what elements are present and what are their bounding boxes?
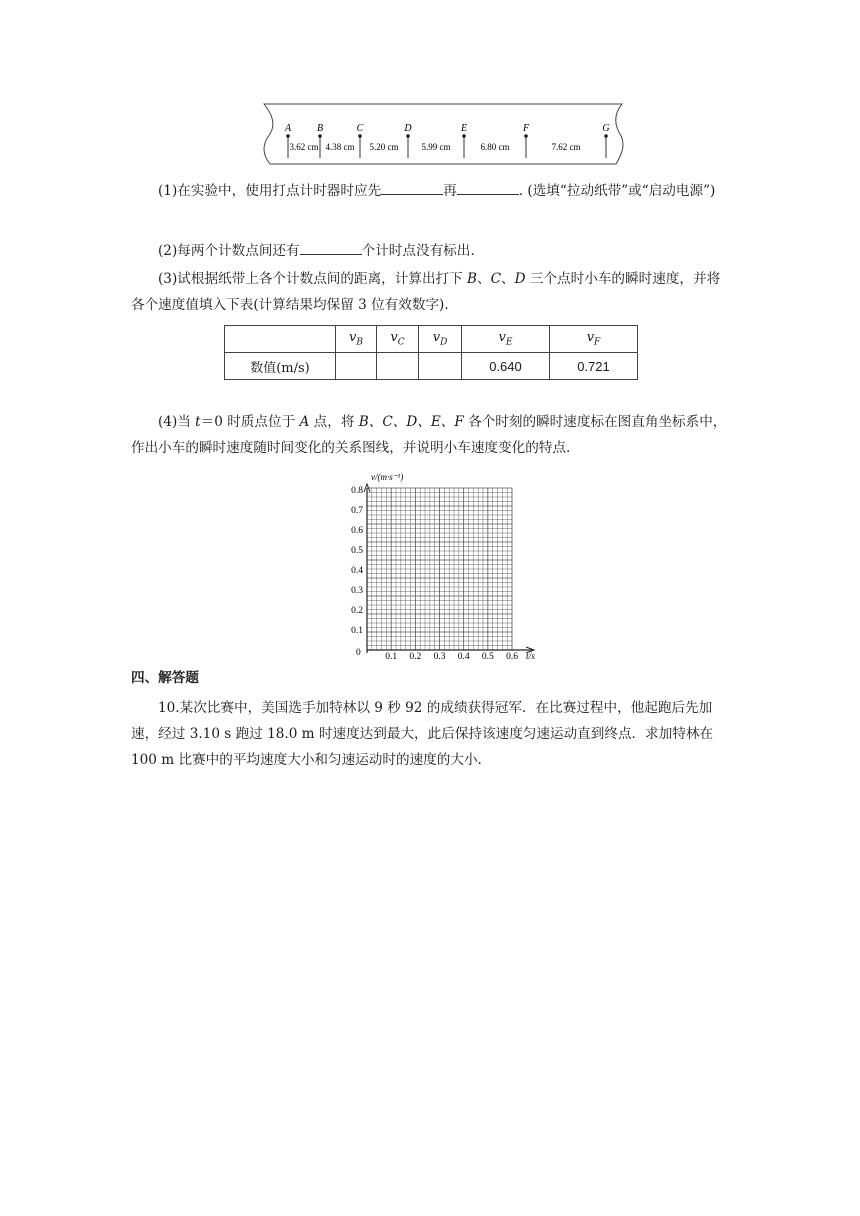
tape-distance-label: 5.20 cm xyxy=(369,142,399,152)
x-tick-label: 0.3 xyxy=(433,652,446,662)
x-tick-label: 0.1 xyxy=(385,652,398,662)
grid-lines xyxy=(367,488,512,650)
cell-vb[interactable] xyxy=(336,353,377,380)
y-tick-label: 0.1 xyxy=(351,626,363,636)
tape-point-label: F xyxy=(522,123,530,134)
paper-tape-figure xyxy=(258,100,630,168)
table-header-row xyxy=(225,326,638,353)
tape-point-label: A xyxy=(284,123,292,134)
tape-point-label: D xyxy=(404,123,412,134)
header-ve: $v_E$ xyxy=(462,326,550,353)
y-axis-label: v/(m·s⁻¹) xyxy=(371,472,404,482)
tape-dot xyxy=(286,134,290,138)
x-tick-label: 0.2 xyxy=(409,652,422,662)
tape-distance-label: 7.62 cm xyxy=(551,142,581,152)
tape-outline xyxy=(264,104,623,164)
tape-point-label: C xyxy=(356,123,364,134)
question-4 xyxy=(131,409,731,461)
y-tick-label: 0.5 xyxy=(351,546,363,556)
q4-text-c: 点，将 xyxy=(309,414,359,430)
y-tick-label: 0.3 xyxy=(351,586,363,596)
question-10: 10.某次比赛中，美国选手加特林以 9 秒 92 的成绩获得冠军．在比赛过程中，他起跑后先加速，经过 3.10 s 跑过 18.0 m 时速度达到最大，此后保持该速度匀速运动直到终点．求加特林在 100 m 比赛中的平均速度大小和匀速运动时的速度的大小. xyxy=(131,700,714,768)
q1-blank-1[interactable] xyxy=(381,182,443,195)
y-tick-label: 0.7 xyxy=(351,506,363,516)
q4-points: B、C、D、E、F xyxy=(358,414,464,430)
tape-dot xyxy=(406,134,410,138)
q1-blank-2[interactable] xyxy=(457,182,519,195)
x-axis-label: t/s xyxy=(526,652,535,662)
q3-point-b: B xyxy=(467,271,478,287)
q4-t: t xyxy=(195,414,201,430)
q1-text-b: 再 xyxy=(443,183,457,199)
origin-label: 0 xyxy=(356,648,361,658)
tape-dot xyxy=(524,134,528,138)
cell-vc[interactable] xyxy=(377,353,419,380)
q4-point-a: A xyxy=(299,414,310,430)
tape-dot xyxy=(604,134,608,138)
q3-text-a: (3)试根据纸带上各个计数点间的距离，计算出打下 xyxy=(158,271,468,287)
q4-text-a: (4)当 xyxy=(158,414,196,430)
table-corner-cell xyxy=(225,326,336,353)
question-2 xyxy=(131,238,731,264)
tape-distance-label: 4.38 cm xyxy=(325,142,355,152)
velocity-time-grid xyxy=(340,470,550,665)
tape-distance-label: 5.99 cm xyxy=(421,142,451,152)
q2-text-b: 个计时点没有标出. xyxy=(361,243,475,259)
tape-distance-label: 6.80 cm xyxy=(480,142,510,152)
question-1 xyxy=(131,178,731,204)
cell-ve: 0.640 xyxy=(462,353,550,380)
q4-text-d: 各个时刻的瞬时速度标在图直角坐标系中，作出小车的瞬时速度随时间变化的关系图线，并说明小车速度变化的特点. xyxy=(131,414,727,456)
q2-blank[interactable] xyxy=(300,242,362,255)
q3-point-c: C xyxy=(490,271,502,287)
tape-dot xyxy=(358,134,362,138)
q3-sep-1: 、 xyxy=(477,271,491,287)
q1-text-a: (1)在实验中，使用打点计时器时应先 xyxy=(158,183,382,199)
section-heading: 四、解答题 xyxy=(131,670,199,686)
cell-vf: 0.721 xyxy=(550,353,638,380)
question-3 xyxy=(131,266,731,318)
q3-text-b: 三个点时小车的瞬时速度，并将各个速度值填入下表(计算结果均保留 3 位有效数字). xyxy=(131,271,721,313)
row-label: 数值(m/s) xyxy=(225,353,336,380)
table-row xyxy=(225,353,638,380)
tape-distance-label: 3.62 cm xyxy=(289,142,319,152)
y-tick-label: 0.6 xyxy=(351,526,363,536)
velocity-table xyxy=(224,325,638,380)
y-tick-label: 0.8 xyxy=(351,486,363,496)
q1-text-c: . (选填“拉动纸带”或“启动电源”) xyxy=(518,183,716,199)
x-tick-label: 0.5 xyxy=(481,652,494,662)
x-tick-label: 0.6 xyxy=(506,652,518,662)
tape-point-label: B xyxy=(316,123,324,134)
q3-sep-2: 、 xyxy=(501,271,515,287)
y-tick-label: 0.4 xyxy=(351,566,363,576)
cell-vd[interactable] xyxy=(419,353,462,380)
q2-text-a: (2)每两个计数点间还有 xyxy=(158,243,300,259)
header-vd: $v_D$ xyxy=(419,326,462,353)
tape-dot xyxy=(462,134,466,138)
tape-point-label: E xyxy=(460,123,468,134)
header-vb: $v_B$ xyxy=(336,326,377,353)
header-vf: $v_F$ xyxy=(550,326,638,353)
q3-point-d: D xyxy=(514,271,526,287)
x-tick-label: 0.4 xyxy=(457,652,470,662)
tape-point-label: G xyxy=(602,123,610,134)
y-tick-label: 0.2 xyxy=(351,606,363,616)
q4-text-b: ＝0 时质点位于 xyxy=(200,414,300,430)
tape-dot xyxy=(318,134,322,138)
header-vc: $v_C$ xyxy=(377,326,419,353)
